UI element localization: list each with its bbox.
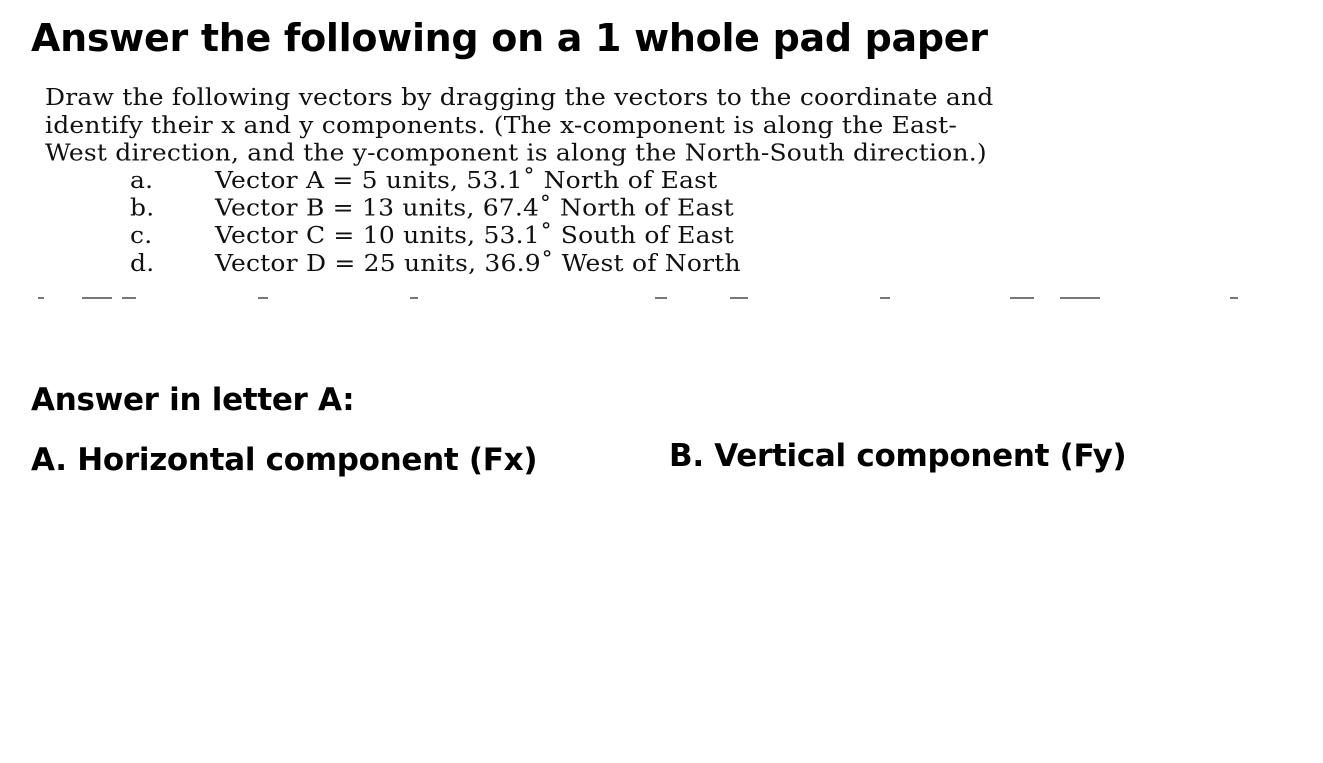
vector-letter: b. [130, 194, 155, 222]
vector-item-b [45, 194, 1310, 222]
cropped-text-remnant [30, 295, 1240, 301]
vector-item-d [45, 250, 1310, 278]
vector-letter: c. [130, 222, 153, 249]
vector-text: Vector C = 10 units, 53.1˚ South of East [215, 222, 735, 249]
instruction-line: Draw the following vectors by dragging the vectors to the coordinate and [45, 84, 994, 111]
page-title: Answer the following on a 1 whole pad paper [31, 16, 988, 60]
vector-letter: a. [130, 166, 154, 194]
instruction-line: West direction, and the y-component is along the North-South direction.) [45, 139, 987, 166]
instructions-block [45, 84, 1310, 277]
instruction-line: identify their x and y components. (The x-component is along the East- [45, 111, 958, 139]
vector-letter: d. [130, 249, 155, 277]
horizontal-component-label: A. Horizontal component (Fx) [31, 442, 538, 478]
answer-prompt: Answer in letter A: [31, 382, 355, 418]
vector-text: Vector B = 13 units, 67.4˚ North of East [215, 194, 734, 222]
vector-text: Vector D = 25 units, 36.9˚ West of North [215, 249, 741, 277]
vector-item-a [45, 167, 1310, 195]
vector-text: Vector A = 5 units, 53.1˚ North of East [215, 166, 718, 194]
vector-list [45, 167, 1310, 277]
vertical-component-label: B. Vertical component (Fy) [669, 438, 1127, 474]
vector-item-c [45, 222, 1310, 250]
